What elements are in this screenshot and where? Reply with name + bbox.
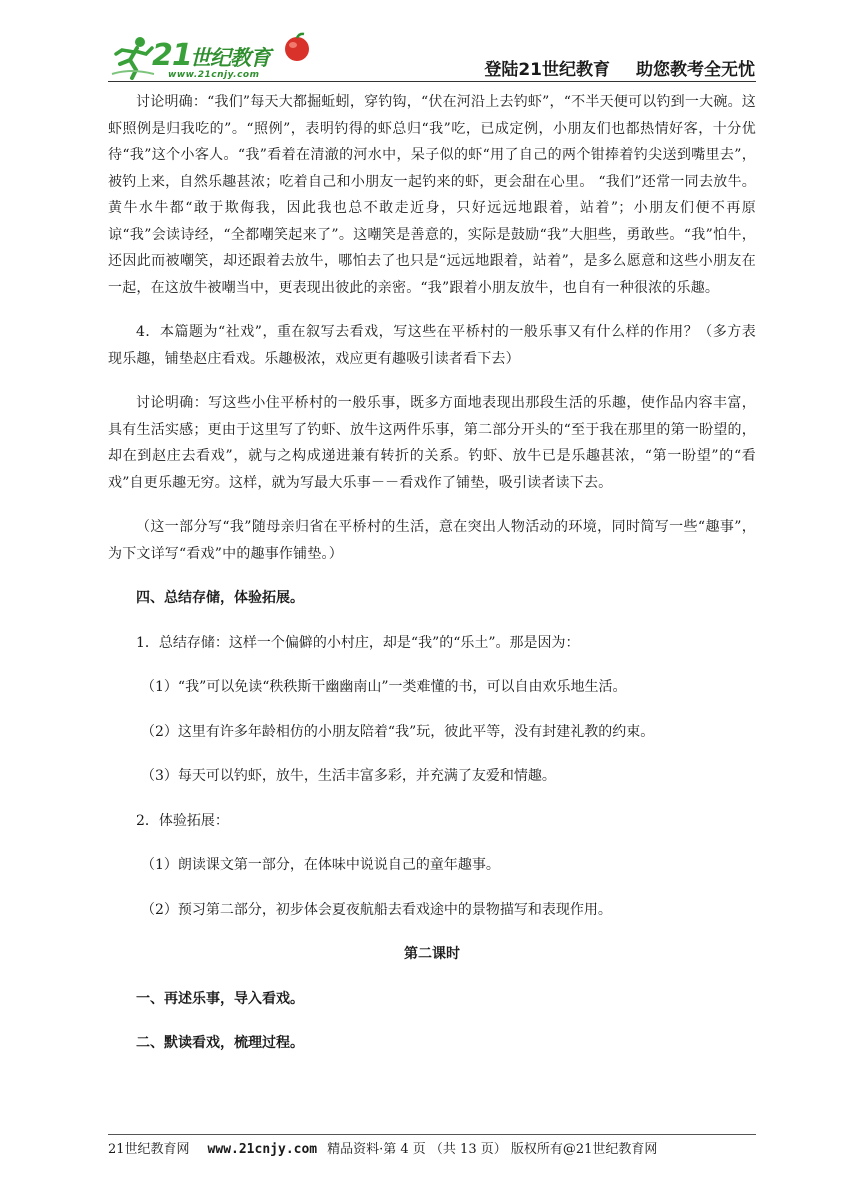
step-2-heading: 二、默读看戏，梳理过程。	[136, 1035, 304, 1051]
header-slogan	[484, 55, 755, 80]
page-footer	[108, 1138, 756, 1157]
step-1-heading: 一、再述乐事，导入看戏。	[136, 990, 304, 1007]
summary-point-1: （1）“我”可以免读“秩秩斯干幽幽南山”一类难懂的书，可以自由欢乐地生活。	[141, 679, 627, 695]
slogan-right: 助您教考全无忧	[636, 60, 755, 80]
running-figure-icon	[110, 34, 156, 80]
footer-site: 21世纪教育网	[108, 1142, 190, 1157]
site-logo	[110, 32, 320, 82]
footer-url[interactable]: www.21cnjy.com	[207, 1142, 318, 1157]
logo-url: www.21cnjy.com	[168, 70, 260, 80]
extension-point-2: （2）预习第二部分，初步体会夏夜航船去看戏途中的景物描写和表现作用。	[141, 901, 612, 918]
section-4-heading: 四、总结存储，体验拓展。	[136, 590, 304, 606]
footer-divider	[108, 1134, 756, 1135]
logo-number: 21	[152, 38, 192, 73]
question-4: 4．本篇题为“社戏”，重在叙写去看戏，写这些在平桥村的一般乐事又有什么样的作用？（多方表现乐趣，铺垫赵庄看戏。乐趣极浓，戏应更有趣吸引读者看下去）	[108, 324, 756, 367]
header-divider	[108, 81, 756, 82]
summary-point-3: （3）每天可以钓虾，放牛，生活丰富多彩，并充满了友爱和情趣。	[141, 768, 556, 784]
summary-title: 1．总结存储：这样一个偏僻的小村庄，却是“我”的“乐土”。那是因为：	[136, 634, 580, 651]
page-header	[0, 0, 860, 84]
slogan-left: 登陆21世纪教育	[484, 60, 610, 80]
lesson-2-heading: 第二课时	[404, 946, 460, 962]
discussion-paragraph-1: 讨论明确：“我们”每天大都掘蚯蚓，穿钓钩，“伏在河沿上去钓虾”，“不半天便可以钓到一大碗。这虾照例是归我吃的”。“照例”，表明钓得的虾总归“我”吃，已成定例，小朋友们也都热情好客，十分优待“我”这个小客人。“我”看着在清澈的河水中，呆子似的虾“用了自己的两个钳捧着钓尖送到嘴里去”，被钓上来，自然乐趣甚浓；吃着自己和小朋友一起钓来的虾，更会甜在心里。 “我们”还常一同去放牛。黄牛水牛都“敢于欺侮我，因此我也总不敢走近身，只好远远地跟着，站着”；小朋友们便不再原谅“我”会读诗经，“全都嘲笑起来了”。这嘲笑是善意的，实际是鼓励“我”大胆些，勇敢些。“我”怕牛，还因此而被嘲笑，却还跟着去放牛，哪怕去了也只是“远远地跟着，站着”，是多么愿意和这些小朋友在一起，在这放牛被嘲当中，更表现出彼此的亲密。“我”跟着小朋友放牛，也自有一种很浓的乐趣。	[108, 94, 756, 296]
document-body	[108, 89, 756, 1057]
section-summary-note: （这一部分写“我”随母亲归省在平桥村的生活，意在突出人物活动的环境，同时简写一些“趣事”，为下文详写“看戏”中的趣事作铺垫。）	[108, 519, 756, 562]
footer-page-info: 精品资料·第 4 页 （共 13 页） 版权所有@21世纪教育网	[327, 1142, 658, 1157]
summary-point-2: （2）这里有许多年龄相仿的小朋友陪着“我”玩，彼此平等，没有封建礼教的约束。	[141, 723, 655, 740]
discussion-paragraph-2: 讨论明确：写这些小住平桥村的一般乐事，既多方面地表现出那段生活的乐趣，使作品内容丰富，具有生活实感；更由于这里写了钓虾、放牛这两件乐事，第二部分开头的“至于我在那里的第一盼望的，却在到赵庄去看戏”，就与之构成递进兼有转折的关系。钓虾、放牛已是乐趣甚浓，“第一盼望”的“看戏”自更乐趣无穷。这样，就为写最大乐事－－看戏作了铺垫，吸引读者读下去。	[108, 395, 756, 491]
apple-icon	[282, 32, 312, 62]
extension-point-1: （1）朗读课文第一部分，在体味中说说自己的童年趣事。	[141, 857, 500, 873]
extension-title: 2．体验拓展：	[136, 812, 229, 829]
logo-text: 世纪教育	[190, 46, 270, 70]
